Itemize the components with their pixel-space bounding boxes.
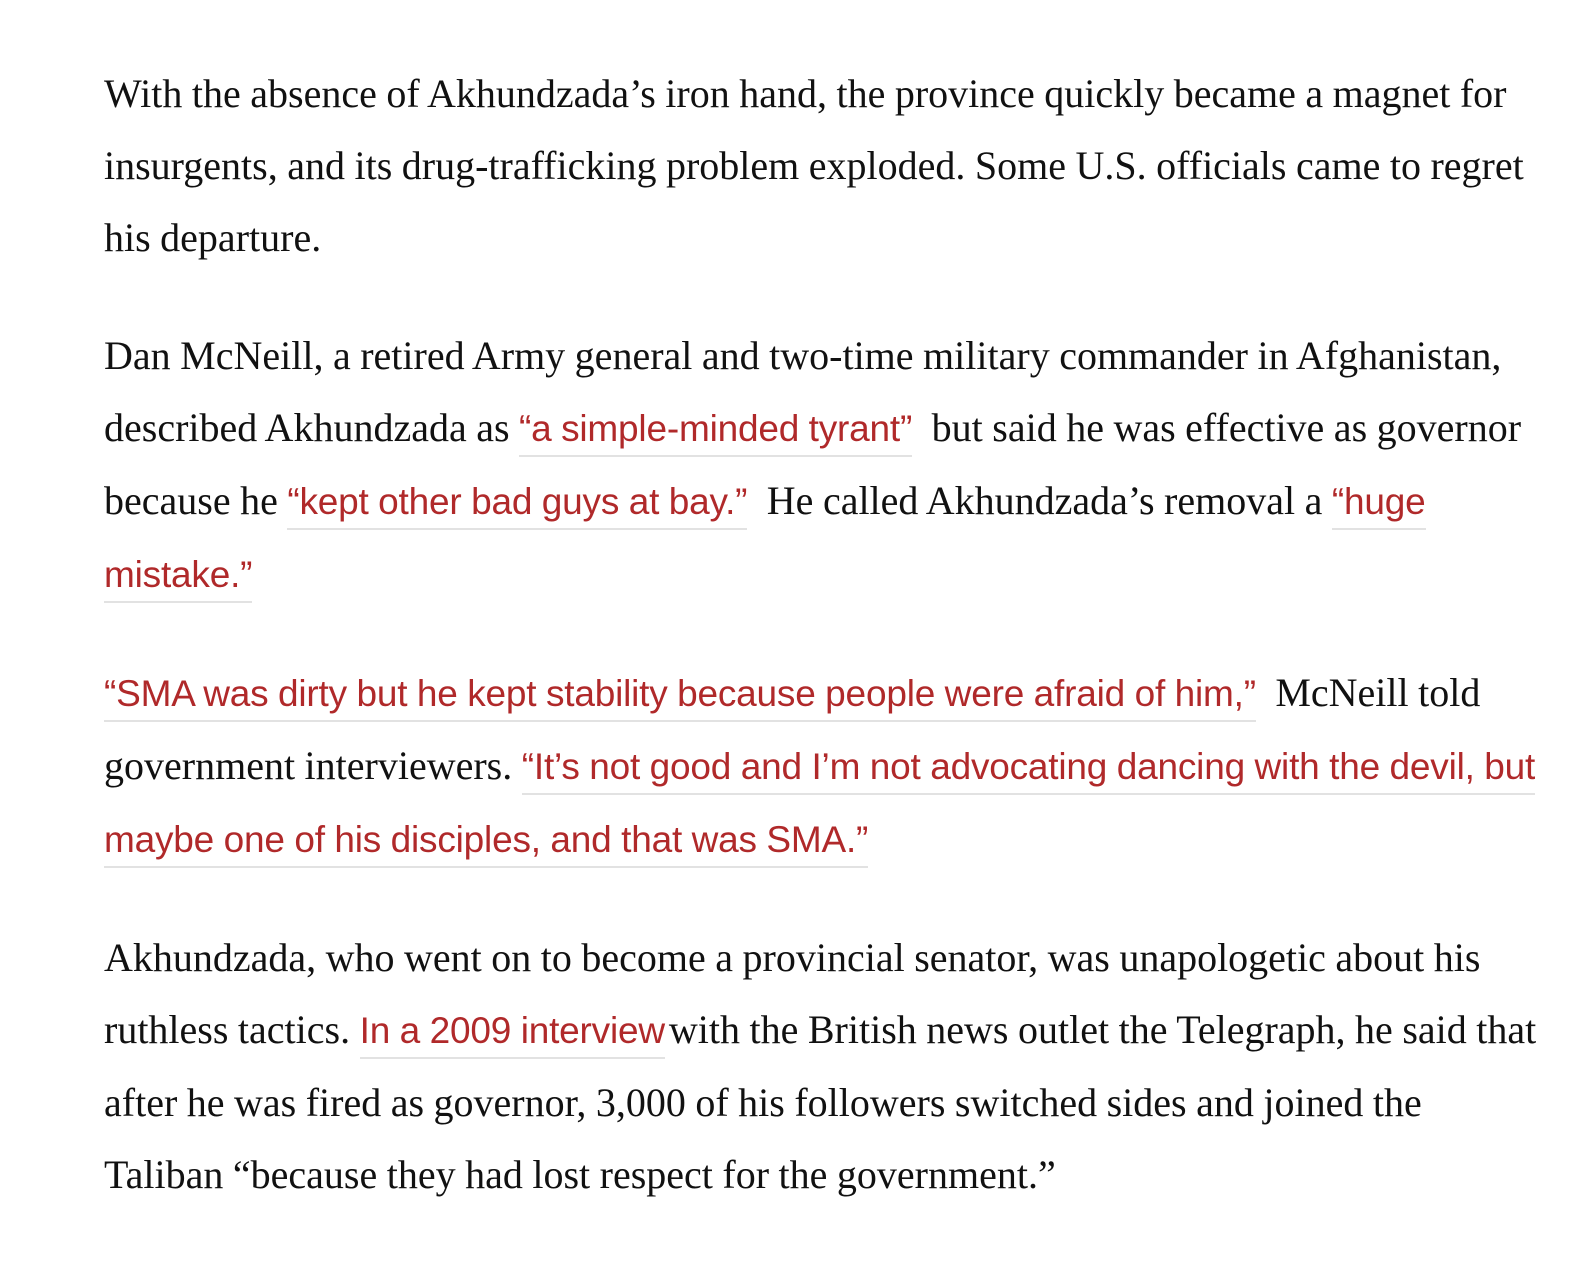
body-text: With the absence of Akhundzada’s iron hand, the province quickly became a magnet for insurgents, and its drug-trafficking problem exploded. Some U.S. officials came to regret his departure. (104, 71, 1524, 260)
quote-link-sma-was-dirty[interactable]: “SMA was dirty but he kept stability because people were afraid of him,” (104, 673, 1256, 722)
paragraph-3 (104, 657, 1544, 876)
body-text: but said he was effective as governor because he (104, 405, 1522, 523)
body-text: He called Akhundzada’s removal a (757, 478, 1332, 523)
quote-link-kept-other-bad-guys[interactable]: “kept other bad guys at bay.” (287, 481, 747, 530)
interview-2009-link[interactable]: In a 2009 interview (360, 1010, 665, 1059)
body-text: Akhundzada, who went on to become a provincial senator, was unapologetic about his ruthless tactics. (104, 935, 1481, 1052)
body-text: McNeill told government interviewers. (104, 670, 1481, 788)
body-text: with the British news outlet the Telegraph, he said that after he was fired as governor, 3,000 of his followers switched sides and joined the Taliban “because they had lost respect for the government.” (104, 1007, 1537, 1197)
paragraph-4 (104, 922, 1544, 1211)
body-text: Dan McNeill, a retired Army general and two-time military commander in Afghanistan, described Akhundzada as (104, 333, 1502, 450)
quote-link-huge-mistake[interactable]: “huge mistake.” (104, 481, 1426, 603)
quote-link-simple-minded-tyrant[interactable]: “a simple-minded tyrant” (519, 408, 912, 457)
quote-link-dancing-with-devil[interactable]: “It’s not good and I’m not advocating dancing with the devil, but maybe one of his disciples, and that was SMA.” (104, 746, 1535, 868)
paragraph-1 (104, 58, 1544, 274)
paragraph-2 (104, 320, 1544, 611)
article-body (104, 58, 1544, 1211)
